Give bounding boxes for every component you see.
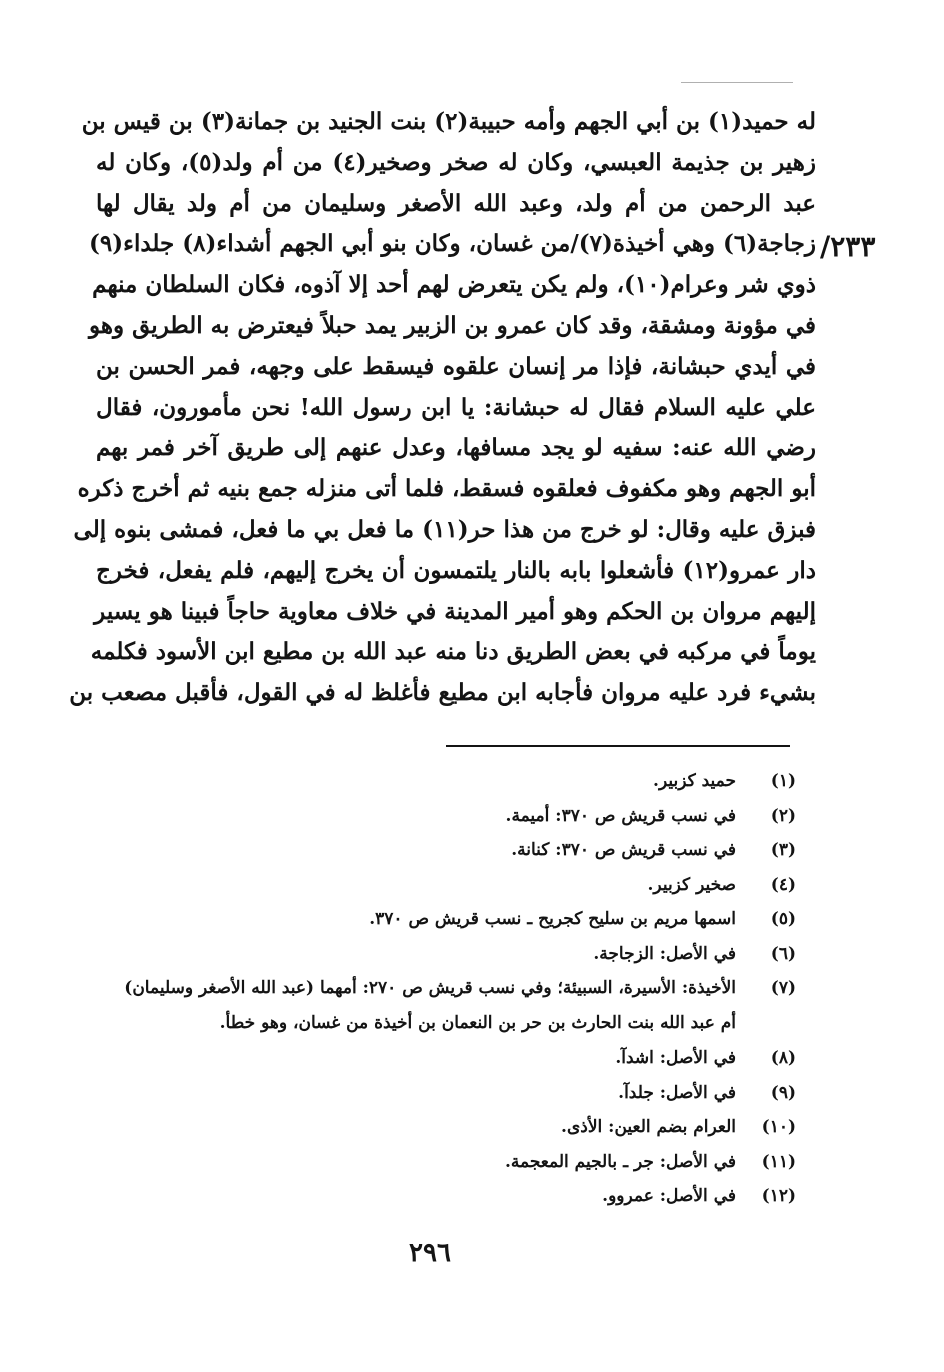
page-number: ٢٩٦	[409, 1238, 451, 1268]
footnote-number: (١)	[770, 771, 796, 791]
footnote-number: (١١)	[761, 1151, 796, 1172]
footnote-item	[96, 799, 796, 834]
footnote-number: (١٠)	[761, 1117, 796, 1137]
top-rule	[681, 82, 793, 83]
footnote-item	[96, 937, 796, 972]
text-line: دار عمرو(١٢) فأشعلوا بابه بالنار يلتمسون أن يخرج إليهم، فلم يفعل، فخرج	[96, 556, 816, 584]
text-line: فبزق عليه وقال: لو خرج من هذا حر(١١) ما فعل بي ما فعل، فمشى بنوه إلى	[73, 515, 816, 543]
text-line: عبد الرحمن من أم ولد، وعبد الله الأصغر وسليمان من أم ولد يقال لها	[96, 189, 816, 217]
margin-page-marker: /٢٣٣	[820, 230, 876, 263]
text-line: رضي الله عنه: سفيه لو يجد مسافها، وعدل عنهم إلى طريق آخر فمر بهم	[96, 434, 816, 462]
footnote-number: (٩)	[770, 1082, 796, 1103]
footnote-number: (١٢)	[761, 1186, 796, 1206]
footnote-text: في الأصل: اشدآ.	[615, 1048, 736, 1068]
footnote-text-continued: أم عبد الله بنت الحارث بن حر بن النعمان بن أخيذة من غسان، وهو خطأ.	[219, 1013, 736, 1033]
footnote-text: في نسب قريش ص ٣٧٠: أميمة.	[505, 805, 736, 826]
footnote-item	[96, 764, 796, 799]
footnote-separator	[446, 745, 790, 747]
text-line: ذوي شر وعرام(١٠)، ولم يكن يتعرض لهم أحد إلا آذوه، فكان السلطان منهم	[92, 271, 816, 299]
text-line: إليهم مروان بن الحكم وهو أمير المدينة في خلاف معاوية حاجاً فبينا هو يسير	[94, 597, 816, 625]
footnote-text: حميد كزبير.	[653, 771, 736, 791]
text-line: زجاجة(٦) وهي أخيذة(٧)/من غسان، وكان بنو أبي الجهم أشداء(٨) جلداء(٩)	[89, 230, 816, 258]
text-line: في أيدي حبشانة، فإذا مر إنسان علقوه فيسقط على وجهه، فمر الحسن بن	[96, 352, 816, 380]
footnote-number: (٥)	[770, 909, 796, 929]
footnote-text: اسمها مريم بن سليح كجريح ـ نسب قريش ص ٣٧٠.	[369, 909, 736, 929]
footnote-number: (٧)	[770, 978, 796, 998]
footnote-item	[96, 971, 796, 1041]
footnote-number: (٣)	[770, 840, 796, 860]
footnote-number: (٢)	[770, 805, 796, 826]
footnote-text: في الأصل: الزجاجة.	[593, 943, 736, 964]
footnote-text: في الأصل: جر ـ بالجيم المعجمة.	[504, 1151, 736, 1172]
text-line: بشيء فرد عليه مروان فأجابه ابن مطيع فأغلظ له في القول، فأقبل مصعب بن	[69, 679, 816, 707]
footnote-item	[96, 1145, 796, 1180]
footnote-number: (٤)	[770, 874, 796, 895]
text-line: أبو الجهم وهو مكفوف فعلقوه فسقط، فلما أتى منزله جمع بنيه ثم أخرج ذكره	[77, 475, 816, 503]
footnote-text: في نسب قريش ص ٣٧٠: كنانة.	[511, 840, 736, 860]
footnotes-list	[96, 764, 796, 1214]
footnote-text: في الأصل: جلدآ.	[618, 1082, 736, 1103]
footnote-item	[96, 902, 796, 937]
footnote-item	[96, 1041, 796, 1076]
footnote-number: (٨)	[770, 1048, 796, 1068]
footnote-text: العرام بضم العين: الأذى.	[561, 1117, 736, 1137]
footnote-text: في الأصل: عمروو.	[602, 1186, 736, 1206]
main-text	[69, 102, 816, 714]
text-line: يوماً في مركبه في بعض الطريق دنا منه عبد الله بن مطيع ابن الأسود فكلمه	[90, 638, 816, 666]
footnote-number: (٦)	[770, 943, 796, 964]
footnote-item	[96, 868, 796, 903]
footnote-item	[96, 833, 796, 868]
text-line: في مؤونة ومشقة، وقد كان عمرو بن الزبير يمد حبلاً فيعترض به الطريق وهو	[88, 311, 816, 339]
text-line: زهير بن جذيمة العبسي، وكان له صخر وصخير(٤) من أم ولد(٥)، وكان له	[96, 148, 816, 176]
footnote-item	[96, 1076, 796, 1111]
footnote-item	[96, 1179, 796, 1214]
footnote-text: الأخيذة: الأسيرة، السبيئة؛ وفي نسب قريش ص ٢٧٠: أمهما (عبد الله الأصغر وسليمان)	[124, 978, 736, 998]
footnote-text: صخير كزبير.	[647, 874, 736, 895]
text-line: علي عليه السلام فقال له حبشانة: يا ابن رسول الله! نحن مأمورون، فقال	[96, 393, 816, 421]
footnote-item	[96, 1110, 796, 1145]
text-line: له حميد(١) بن أبي الجهم وأمه حبيبة(٢) بنت الجنيد بن جمانة(٣) بن قيس بن	[81, 108, 816, 135]
